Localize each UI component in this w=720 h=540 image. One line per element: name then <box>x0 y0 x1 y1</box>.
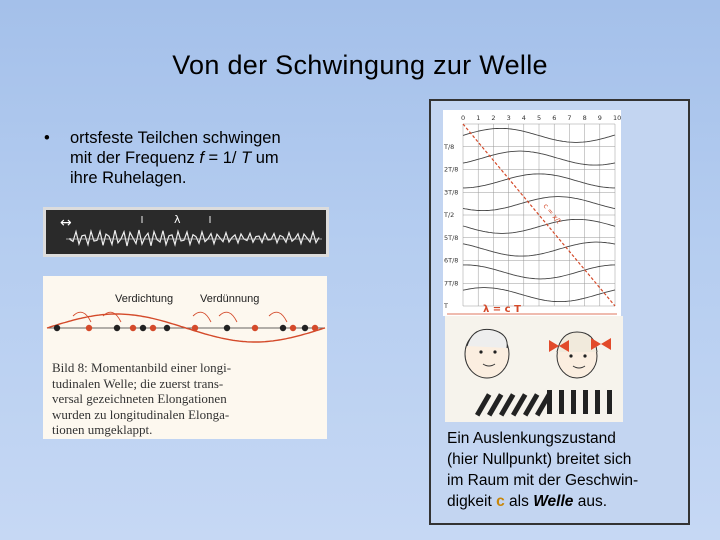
grid-x-tick: 2 <box>491 114 496 122</box>
grid-y-tick: 5T/8 <box>444 233 459 242</box>
particle-dot <box>252 325 258 331</box>
wave-propagation-grid-figure <box>443 110 621 316</box>
slide-title: Von der Schwingung zur Welle <box>172 50 548 80</box>
film-arrow-icon: ↔ <box>60 215 72 231</box>
bullet-dot: • <box>44 129 50 147</box>
particle-dot <box>290 325 296 331</box>
grid-x-tick: 7 <box>567 114 572 122</box>
particle-dot <box>302 325 308 331</box>
grid-y-tick: 3T/8 <box>444 188 459 197</box>
grid-x-tick: 1 <box>476 114 481 122</box>
film-wave-graphic <box>46 210 326 254</box>
grid-y-tick: T <box>444 302 448 310</box>
lambda-formula: λ = c T <box>483 304 521 315</box>
particle-dot <box>150 325 156 331</box>
grid-x-tick: 0 <box>461 114 466 122</box>
grid-y-tick: 2T/8 <box>444 165 459 174</box>
particle-dot <box>192 325 198 331</box>
oscillation-film-photo <box>43 207 329 257</box>
particle-dot <box>312 325 318 331</box>
slope-label: c = x/t <box>541 202 563 226</box>
grid-graphic <box>443 110 621 316</box>
kids-graphic <box>445 316 623 422</box>
particle-dot <box>140 325 146 331</box>
grid-x-tick: 6 <box>552 114 557 122</box>
grid-x-tick: 5 <box>537 114 542 122</box>
particle-dot <box>164 325 170 331</box>
grid-x-tick: 8 <box>582 114 587 122</box>
bullet-line-2: mit der Frequenz f = 1/ T um <box>70 149 279 167</box>
figure-caption: Bild 8: Momentanbild einer longi- tudinalen Welle; die zuerst trans- versal gezeichneten Elongationen wurden zu longitudinalen Elonga- tionen umgeklappt. <box>52 360 232 437</box>
grid-y-tick: T/2 <box>444 211 455 219</box>
speed-symbol: c <box>496 493 505 510</box>
grid-x-tick: 10 <box>613 114 621 122</box>
film-lambda-label: λ <box>174 213 181 226</box>
domino-children-illustration <box>445 316 623 422</box>
bullet-text <box>70 128 370 188</box>
particle-dot <box>54 325 60 331</box>
particle-dot <box>86 325 92 331</box>
longitudinal-wave-figure <box>43 276 327 439</box>
particle-dot <box>114 325 120 331</box>
grid-x-tick: 9 <box>597 114 602 122</box>
particle-dot <box>224 325 230 331</box>
compression-wave-graphic <box>43 276 327 358</box>
propagation-description: Ein Auslenkungszustand (hier Nullpunkt) breitet sich im Raum mit der Geschwin- digkeit c als Welle aus. <box>447 430 639 510</box>
bullet-line-1: ortsfeste Teilchen schwingen <box>70 129 281 147</box>
grid-x-tick: 4 <box>521 114 526 122</box>
grid-y-tick: 7T/8 <box>444 279 459 288</box>
grid-x-tick: 3 <box>506 114 511 122</box>
grid-y-tick: T/8 <box>444 142 455 151</box>
label-verdichtung: Verdichtung <box>115 293 174 305</box>
particle-dot <box>280 325 286 331</box>
label-verduennung: Verdünnung <box>200 293 260 305</box>
grid-y-tick: 6T/8 <box>444 256 459 265</box>
bullet-line-3: ihre Ruhelagen. <box>70 169 187 187</box>
particle-dot <box>130 325 136 331</box>
